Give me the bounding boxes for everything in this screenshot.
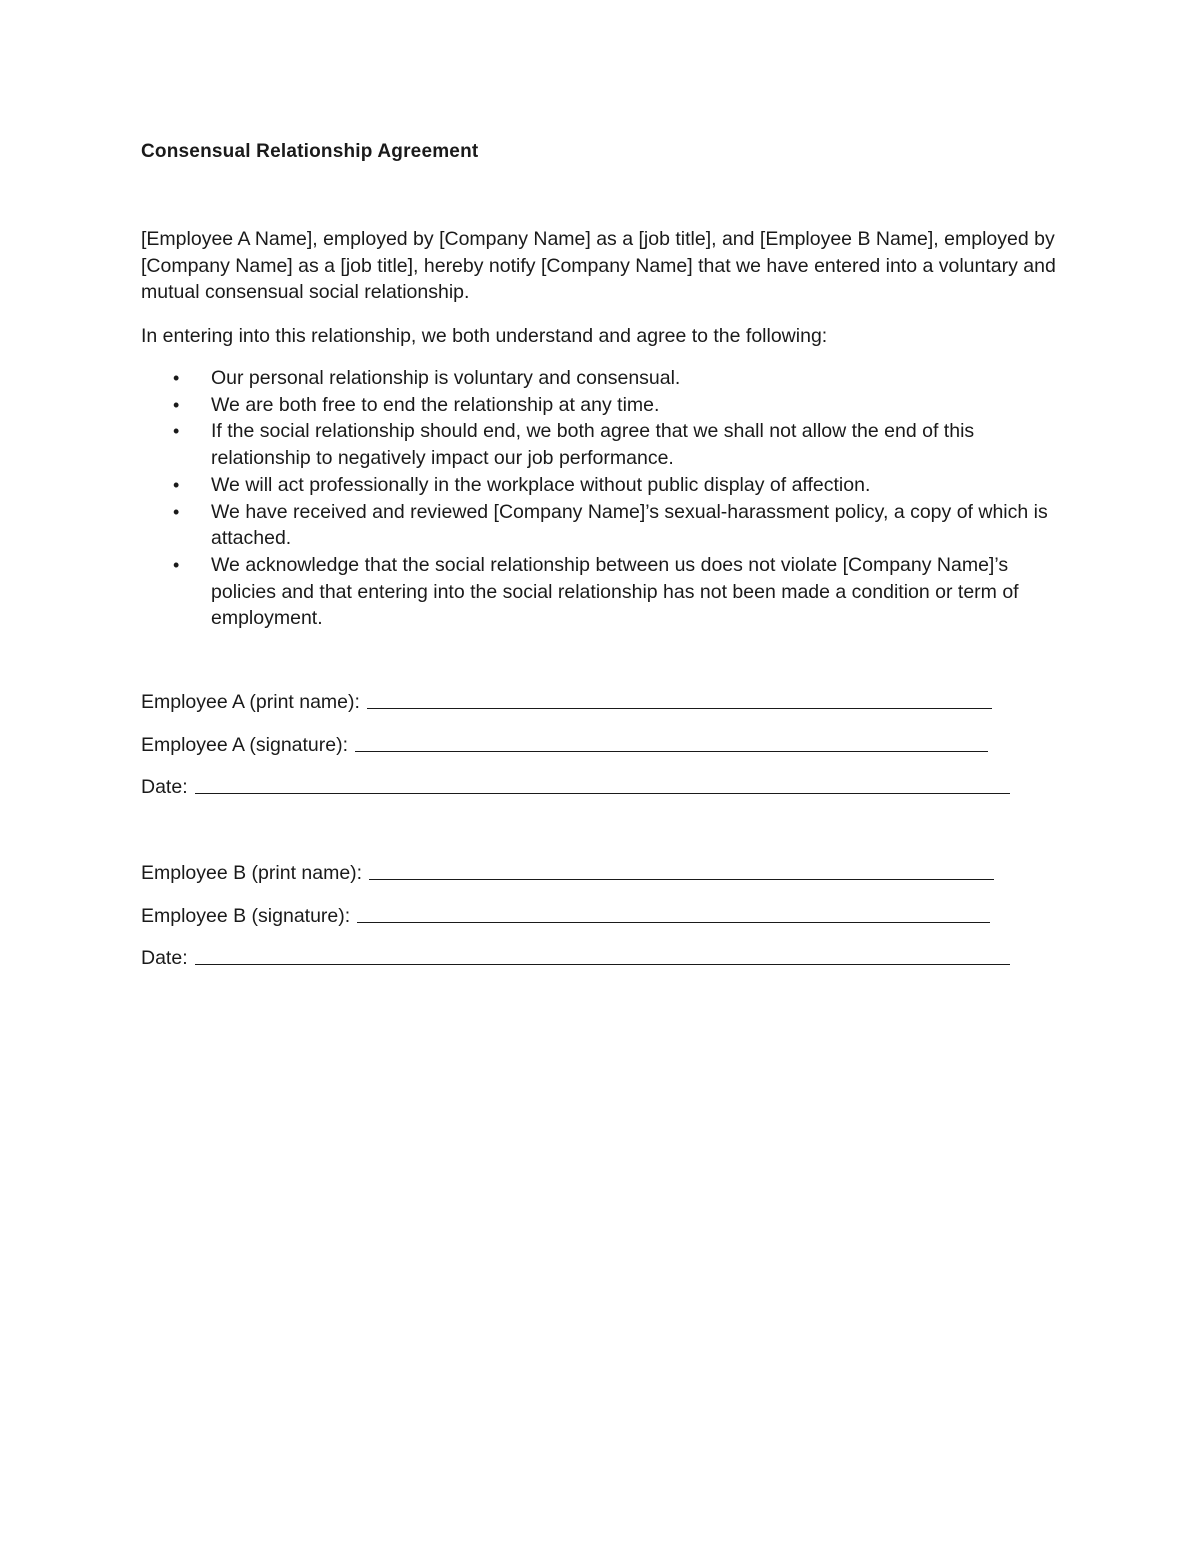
employee-b-signature-label: Employee B (signature): <box>141 904 351 927</box>
employee-a-date-field[interactable] <box>195 775 1010 794</box>
employee-b-signature-field[interactable] <box>357 904 990 923</box>
list-item-text: If the social relationship should end, we both agree that we shall not allow the end of this relationship to negatively impact our job performance. <box>211 420 975 470</box>
list-item <box>0 499 1071 552</box>
employee-b-signature-block <box>141 860 1021 988</box>
employee-b-print-name-row <box>141 860 1021 903</box>
list-item-text: We will act professionally in the workplace without public display of affection. <box>211 473 871 496</box>
intro-paragraph: [Employee A Name], employed by [Company Name] as a [job title], and [Employee B Name], employed by [Company Name] as a [job title], hereby notify [Company Name] that we have entered into a voluntary and mutual consensual social relationship. <box>141 228 1056 304</box>
list-item-text: Our personal relationship is voluntary and consensual. <box>211 367 681 389</box>
employee-a-signature-label: Employee A (signature): <box>141 733 349 756</box>
bullet-icon: • <box>173 501 180 522</box>
list-item <box>0 418 1071 471</box>
agreement-bullet-list <box>0 365 1200 632</box>
bullet-icon: • <box>173 474 180 495</box>
bullet-icon: • <box>173 554 180 575</box>
employee-a-print-name-label: Employee A (print name): <box>141 691 360 713</box>
employee-a-print-name-field[interactable] <box>367 690 992 709</box>
employee-a-signature-row <box>141 732 1021 775</box>
employee-a-print-name-row <box>141 689 1021 732</box>
list-item <box>0 552 1071 632</box>
employee-b-print-name-field[interactable] <box>369 861 994 880</box>
bullet-icon: • <box>173 394 180 415</box>
list-item <box>0 392 1071 419</box>
employee-a-signature-block <box>141 689 1021 817</box>
lead-paragraph: In entering into this relationship, we both understand and agree to the following: <box>141 325 828 347</box>
list-item-text: We are both free to end the relationship at any time. <box>211 393 660 416</box>
bullet-icon: • <box>173 421 180 442</box>
list-item <box>0 365 1071 392</box>
employee-b-date-row <box>141 945 1021 988</box>
document-title: Consensual Relationship Agreement <box>141 141 479 162</box>
employee-b-date-field[interactable] <box>195 946 1010 965</box>
list-item-text: We have received and reviewed [Company Name]’s sexual-harassment policy, a copy of which is attached. <box>211 500 1048 550</box>
employee-b-date-label: Date: <box>141 947 188 969</box>
list-item <box>0 472 1071 499</box>
list-item-text: We acknowledge that the social relationship between us does not violate [Company Name]’s policies and that entering into the social relationship has not been made a condition or term of employment. <box>211 553 1019 630</box>
employee-a-date-label: Date: <box>141 776 188 798</box>
employee-b-signature-row <box>141 903 1021 946</box>
bullet-icon: • <box>173 368 180 388</box>
employee-b-print-name-label: Employee B (print name): <box>141 862 363 884</box>
employee-a-date-row <box>141 774 1021 817</box>
employee-a-signature-field[interactable] <box>355 733 988 752</box>
